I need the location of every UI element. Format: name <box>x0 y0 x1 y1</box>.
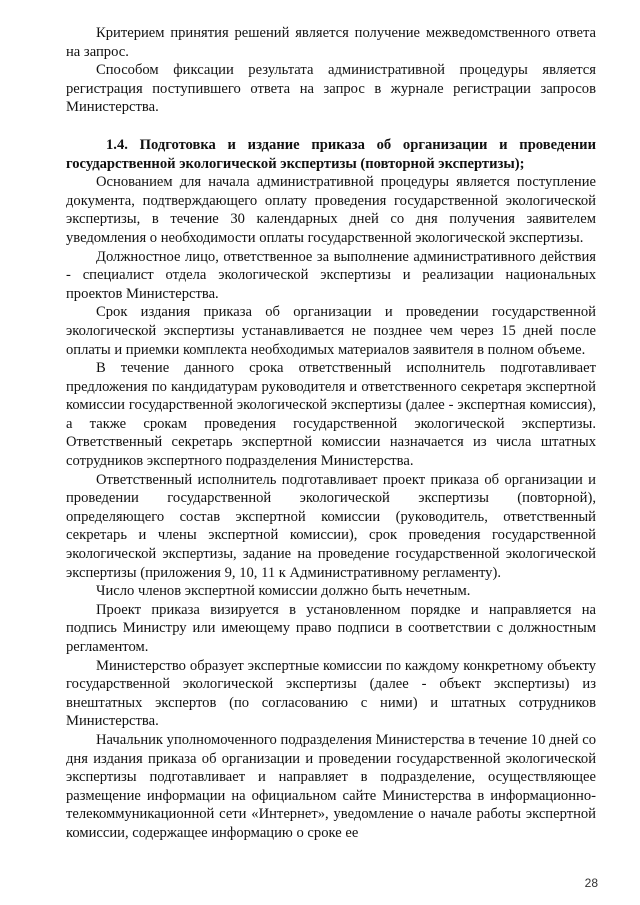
paragraph-responsible-official: Должностное лицо, ответственное за выполнение административного действия - специалист отдела экологической экспертизы и реализации национальных проектов Министерства. <box>66 248 596 302</box>
paragraph-procedure-basis: Основанием для начала административной процедуры является поступление документа, подтверждающего оплату проведения государственной экологической экспертизы, в течение 30 календарных дней со дня получения заявителем уведомления о необходимости оплаты государственной экологической экспертизы. <box>66 174 596 246</box>
paragraph-decision-criterion: Критерием принятия решений является получение межведомственного ответа на запрос. <box>66 25 596 60</box>
paragraph-commission-formation: Министерство образует экспертные комиссии по каждому конкретному объекту государственной экологической экспертизы (далее - объект экспертизы) из внештатных экспертов (по согласованию с ними) и штатных сотрудников Министерства. <box>66 657 596 730</box>
section-heading-1-4: 1.4. Подготовка и издание приказа об организации и проведении государственной экологической экспертизы (повторной экспертизы); <box>66 136 596 172</box>
paragraph-draft-order: Ответственный исполнитель подготавливает проект приказа об организации и проведении государственной экологической экспертизы (повторной), определяющего состав экспертной комиссии (руководитель, ответственный секретарь и члены экспертной комиссии), срок проведения государственной экологической экспертизы, задание на проведение государственной экологической экспертизы (приложения 9, 10, 11 к Административному регламенту). <box>66 471 596 581</box>
paragraph-candidate-proposals: В течение данного срока ответственный исполнитель подготавливает предложения по кандидатурам руководителя и ответственного секретаря экспертной комиссии государственной экологической экспертизы (далее - экспертная комиссия), а также срокам проведения государственной экологической экспертизы. Ответственный секретарь экспертной комиссии назначается из числа штатных сотрудников экспертного подразделения Министерства. <box>66 360 596 470</box>
paragraph-order-deadline: Срок издания приказа об организации и проведении государственной экологической экспертизы устанавливается не позднее чем через 15 дней после оплаты и приемки комплекта необходимых материалов заявителя в полном объеме. <box>66 304 596 358</box>
paragraph-result-fixation: Способом фиксации результата административной процедуры является регистрация поступившего ответа на запрос в журнале регистрации запросов Министерства. <box>66 62 596 116</box>
document-page <box>66 24 596 843</box>
paragraph-order-approval: Проект приказа визируется в установленном порядке и направляется на подпись Министру или имеющему право подписи в соответствии с должностным регламентом. <box>66 601 596 655</box>
paragraph-publication-notice: Начальник уполномоченного подразделения Министерства в течение 10 дней со дня издания приказа об организации и проведении государственной экологической экспертизы подготавливает и направляет в подразделение, осуществляющее размещение информации на официальном сайте Министерства в информационно-телекоммуникационной сети «Интернет», уведомление о начале работы экспертной комиссии, содержащее информацию о сроке ее <box>66 731 596 841</box>
page-number: 28 <box>584 876 598 890</box>
paragraph-commission-size: Число членов экспертной комиссии должно быть нечетным. <box>96 583 471 600</box>
